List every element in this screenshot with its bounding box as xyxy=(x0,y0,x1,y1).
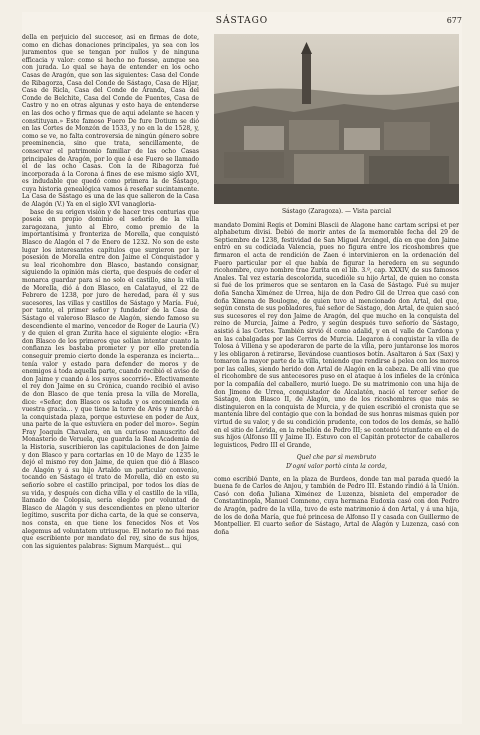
header-title: SÁSTAGO xyxy=(215,16,269,26)
page-number: 677 xyxy=(446,16,462,25)
town-photo xyxy=(214,34,459,204)
photo-caption: Sástago (Zaragoza). — Vista parcial xyxy=(281,208,392,215)
paragraph: base de su origen visión y de hacer tres centurias que poseía en propio dominio el señorío de la villa zaragozana, junto al Ebro, como premio de la importantísima y fronteriza de Morella, que conquistó Blasco de Alagón el 7 de Enero de 1232. No son de este lugar los interesantes capítulos que surgieron por la posesión de Morella entre don Jaime el Conquistador y su leal ricohombre don Blasco, bastando consignar, siguiendo la opinión más cierta, que después de ceder el monarca guardar para sí no solo el castillo, sino la villa de Morella, dió á don Blasco, en Calatayud, el 22 de Febrero de 1238, por juro de heredad, para él y sus sucesores, las villas y castillos de Sástago y María. Fué, por tanto, el primer señor y fundador de la Casa de Sástago el valeroso Blasco de Alagón, siendo famoso su descendiente el marino, vencedor de Roger de Lauria (V.) y de quien el gran Zurita hace el siguiente elogio: «Era don Blasco de los primeros que solían intentar cuanto la confianza les bastaba prometer y por ello pretendía conseguir premio cierto donde la esperanza es incierta... tenía valor y estado para defender de moros y de enemigos á toda aquella parte, cuando recibió el aviso de don Jaime y cuando á los suyos socorrió». Efectivamente el rey don Jaime en su Crónica, cuando recibió el aviso de don Blasco de que tenía presa la villa de Morella, dice: «Señor, don Blasco os saluda y os encomienda en vuestra gracia... y que tiene la torre de Arés y marchó á la conquistada plaza, porque estuviese en poder de Aux, una parte de la que estuviera en poder del moro». Según Fray Joaquín Chavalera, en un curioso manuscrito del Monasterio de Veruela, que guarda la Real Academia de la Historia, suscribieron las capitulaciones de don Jaime y don Blasco y para cortarlas en 10 de Mayo de 1235 le dejó el mismo rey don Jaime, de quien que dió á Blasco de Alagón y á su hijo Artaldo un particular convenio, tocando en Sástago el trato de Morella, dió en esto su señorío sobre el castillo principal, por todos los días de su vida, y después con dicha villa y el castillo de la villa, llamado de Colopsia, sería elegido por voluntad de Blasco de Alagón y sus descendientes en pleno ulterior legítimo, suscrita por dicha carta, de la que se conserva, nos consta, en que tiene los fenecidos Nos et Vos alegemus ad voluntatem utriusque. El notario no fué mas que escribiente por mandato del rey, sino de sus hijos, con las siguientes palabras: Signum Marquést... qui xyxy=(22,208,199,550)
left-column xyxy=(22,34,199,722)
verse-line: Quel che par sì membruto xyxy=(296,454,377,462)
running-header xyxy=(22,12,462,30)
paragraph: como escribió Dante, en la plaza de Burdeos, donde tan mal parada quedó la buena fe de Carlos de Anjou, y también de Pedro III. Estando rindió á la Unión. Casó con doña Juliana Ximénez de Luzenza, bisnieta del emperador de Constantinopla, Manuel Comneno, cuya hermana Eudoxia casó con don Pedro de Aragón, padre de la villa, tuvo de este matrimonio á don Artal, y á una hija, de los de doña María, que fué princesa de Alfonso II y casada con Guillermo de Montpellier. El cuarto señor de Sástago, Artal de Alagón y Luzenza, casó con doña xyxy=(214,475,459,536)
town-photo-image xyxy=(214,34,459,204)
paragraph: della en perjuicio del succesor, asi en firmas de dote, como en dichas donaciones principales, ya sea con los juramentos que se tengan por nullos y de ninguna efficacia y valor: como si hecho no fuesse, aunque sea con jurada. Lo qual se haya de entender en los ocho Casas de Aragón, que son las siguientes: Casa del Conde de Ribagorza, Casa del Conde de Sástago, Casa de Híjar, Casa de Ricla, Casa del Conde de Aranda, Casa del Conde de Belchite, Casa del Conde de Fuentes, Casa de Castro y no en otras algunas y esto haya de entenderse en las dos ocho y firmas que de aqui adelante se hacen y constituyan.» Este famoso Fuero De fure Dotium se dió en las Cortes de Monzón de 1533, y no en la de 1528, y, como se ve, no falta controversia de ningún género sobre preeminencia, sino que trata, sencillamente, de conservar el patrimonio familiar de las ocho Casas principales de Aragón, por lo que á ese Fuero se llamado el de las ocho Casas. Con la de Ribagorza fué incorporada á la Corona á fines de ese mismo siglo XVI, es indudable que quedó como primera la de Sástago, cuya historia genealógica vamos á reseñar sucintamente. La Casa de Sástago es una de las que salieron de la Casa de Alagón (V.) Ya en el siglo XVI vanagloria- xyxy=(22,34,199,209)
paragraph: mandato Domini Regis et Domini Blascii de Alagone hanc cartam scripsi et per alphabetum divisi. Debió de morir antes de la memorable fecha del 29 de Septiembre de 1238, festividad de San Miguel Arcángel, día en que don Jaime entró en su codiciada Valencia, pues no figura entre los ricoshombres que firmaron el acta de rendición de Zaen é intervinieron en la ordenación del Fuero particular por el que había de figurar la heredera en su segundo ricohombre, cuyo nombre trae Zurita en el lib. 3.º, cap. XXXIV, de sus famosos Anales. Tal vez estaría descolorida, sucedióle su hijo Artal, de quien no consta si fué de los primeros que se sentaron en la Casa de Sástago. Fué su mujer doña Sancha Ximénez de Urrea, hija de don Pedro Gil de Urrea que casó con doña Ximena de Boulogne, de quien tuvo al mencionado don Artal, del que, según consta de sus pobladores, fué señor de Sástago, don Artal, de quien sacó sus sucesores el rey don Jaime de Aragón, del que mucho en la conquista del reino de Murcia, Jaime a Pedro, y según después tuvo señorío de Sástago, asistió á las Cortes. También sirvió él como adalid, y en el valle de Cardona y en las cabalgadas por las Cerros de Murcia. Llegaron á conquistar la villa de Tolosa á Villena y se apoderaron de parte de la villa, pero juntaronse los moros y les obligaron á retirarse, llevándose cuantiosos botín. Asaltaron á Sax (Sax) y tomaron la mayor parte de la villa, teniendo que rendirse á pelea con los moros por las calles, siendo herido don Artal de Alagón en la cabeza. De allí vino que el ricohombre de sus antecesores puso en el ataque á los infieles de la crónica por la compañía del caballero, murió luego. De su matrimonio con una hija de don Jimeno de Urrea, conquistador de Alcalatén, nació el tercer señor de Sástago, don Blasco II, de Alagón, uno de los ricoshombres que más se distinguieron en la conquista de Murcia, y de quien escribió el cronista que se mantenía libre del contagio que con la bondad de sus honras mismas quien por virtud de su valor, y de su condición prudente, con todos de los demás, se halló en el sitio de Lérida, en la rebelión de Pedro III; se contentó triunfante en el de sus hijos (Alfonso III y Jaime II). Estuvo con el Capitán protector de caballeros leguisticos, Pedro III el Grande, xyxy=(214,221,459,449)
document-page xyxy=(22,12,462,724)
right-column xyxy=(214,34,459,722)
verse-line: D'ogni valor portò cinta la corda, xyxy=(286,463,387,470)
